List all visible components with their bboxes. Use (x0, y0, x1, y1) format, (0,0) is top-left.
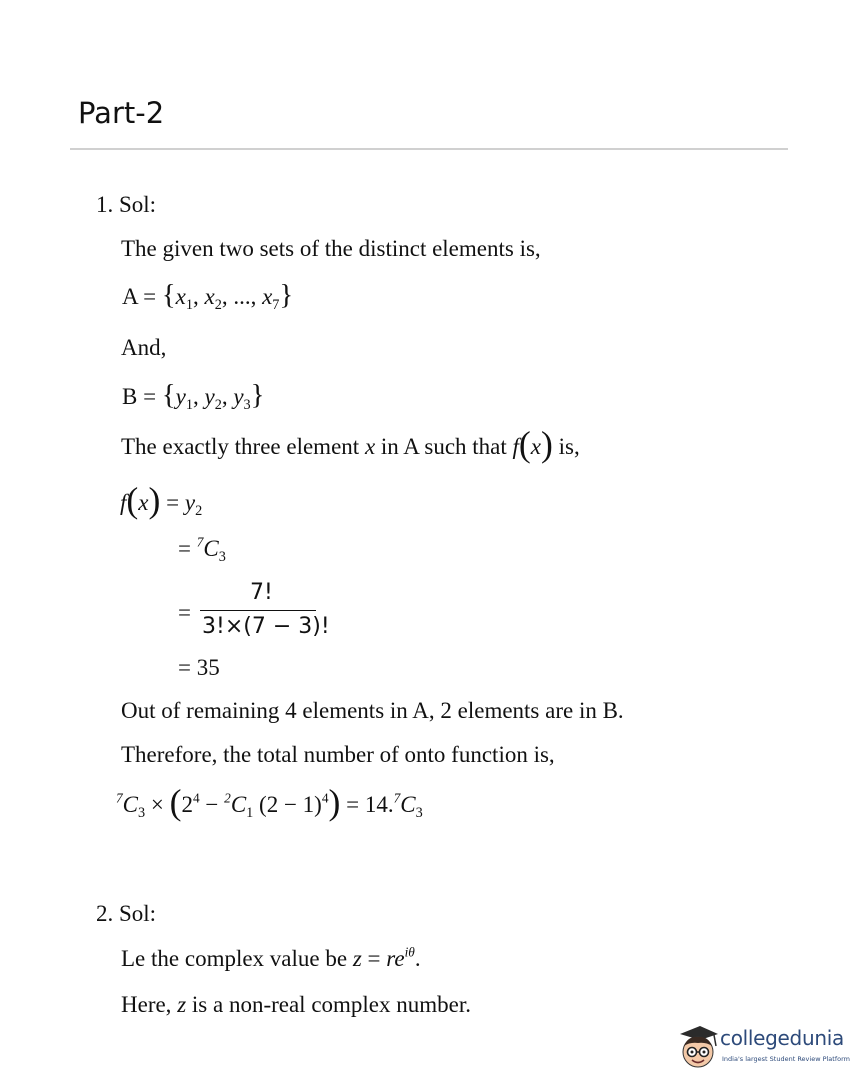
onto-function-equation: $^7C_3 \times (2^4 - ^2C_1$ $(2 - 1)^4) = 14.^7C_3$ (116, 782, 423, 823)
sol1-and: And, (121, 335, 167, 360)
here-rest: is a non-real complex number. (191, 992, 472, 1017)
sol2-here-line: Here, z is a non-real complex number. (121, 992, 472, 1017)
sol1-heading: 1. Sol: (96, 192, 157, 217)
mascot-icon (676, 1022, 720, 1074)
exactly-text: The exactly three element (121, 434, 360, 459)
fx-equation: $f(x) = y_2$ (120, 480, 203, 521)
set-b-equation: $B = \{y_1$, $y_2$, $y_3$} (122, 379, 265, 413)
sol1-intro: The given two sets of the distinct elements is, (121, 236, 541, 261)
sol2-let-line: Le the complex value be $z = re^{i\theta}$. (121, 944, 421, 971)
page-title: Part-2 (78, 96, 165, 130)
sol1-remaining: Out of remaining 4 elements in A, 2 elements are in B. (121, 698, 624, 723)
sol1-exactly-line: The exactly three element x in A such that f(x) is, (121, 424, 580, 465)
combination-step: = $^7C_3$ (178, 534, 226, 565)
exactly-in: in A such that (380, 434, 507, 459)
sol2-heading: 2. Sol: (96, 901, 157, 926)
result-value: 35 (196, 655, 220, 680)
here-text: Here, (121, 992, 172, 1017)
exactly-is: is, (558, 434, 580, 459)
set-a-equation: $A = \{x_1$, $x_2$, ..., $x_7$} (122, 279, 294, 313)
brand-name: collegedunia (720, 1026, 844, 1050)
sol1-therefore: Therefore, the total number of onto function is, (121, 742, 555, 767)
collegedunia-logo (676, 1022, 848, 1080)
let-text: Le the complex value be (121, 946, 348, 971)
result-step: = 35 (178, 655, 220, 680)
title-divider (70, 148, 788, 150)
brand-tagline: India's largest Student Review Platform (722, 1055, 850, 1063)
